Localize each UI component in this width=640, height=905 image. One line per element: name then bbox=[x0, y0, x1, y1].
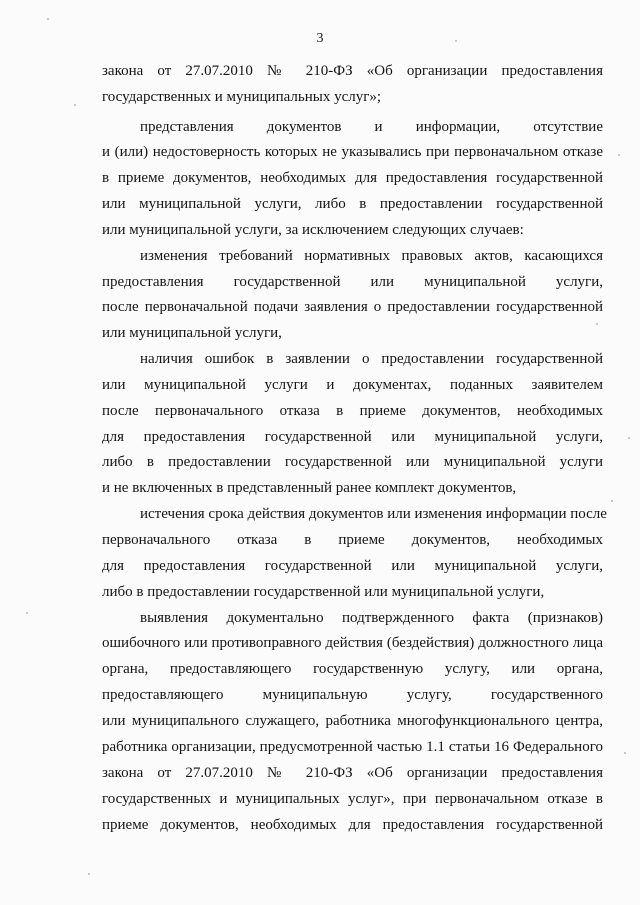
text-line: предоставления государственной или муниципальной услуги, bbox=[102, 274, 603, 290]
text-line: изменения требований нормативных правовых актов, касающихся bbox=[140, 248, 603, 264]
text-line: или муниципальной услуги и документах, поданных заявителем bbox=[102, 377, 603, 393]
text-line: первоначального отказа в приеме документов, необходимых bbox=[102, 532, 603, 548]
text-line: в приеме документов, необходимых для предоставления государственной bbox=[102, 170, 603, 186]
text-line: истечения срока действия документов или изменения информации после bbox=[140, 506, 607, 522]
text-line: для предоставления государственной или муниципальной услуги, bbox=[102, 429, 603, 445]
text-line: наличия ошибок в заявлении о предоставлении государственной bbox=[140, 351, 603, 367]
scan-speck bbox=[624, 752, 626, 754]
text-line: либо в предоставлении государственной или муниципальной услуги, bbox=[102, 584, 545, 600]
scan-speck bbox=[47, 18, 49, 20]
text-line: или муниципальной услуги, bbox=[102, 325, 282, 341]
scan-speck bbox=[611, 500, 613, 502]
text-line: приеме документов, необходимых для предоставления государственной bbox=[102, 817, 603, 833]
text-line: ошибочного или противоправного действия (бездействия) должностного лица bbox=[102, 635, 603, 651]
scan-speck bbox=[74, 104, 76, 106]
page-number: 3 bbox=[316, 31, 324, 46]
text-line: государственных и муниципальных услуг»; bbox=[102, 89, 382, 105]
text-line: и (или) недостоверность которых не указывались при первоначальном отказе bbox=[102, 144, 603, 160]
text-line: после первоначального отказа в приеме документов, необходимых bbox=[102, 403, 603, 419]
text-line: работника организации, предусмотренной частью 1.1 статьи 16 Федерального bbox=[102, 739, 603, 755]
text-line: для предоставления государственной или муниципальной услуги, bbox=[102, 558, 603, 574]
text-line: выявления документально подтвержденного факта (признаков) bbox=[140, 610, 603, 626]
text-line: органа, предоставляющего государственную услугу, или органа, bbox=[102, 661, 603, 677]
scan-speck bbox=[455, 40, 457, 42]
text-line: закона от 27.07.2010 № 210-ФЗ «Об организации предоставления bbox=[102, 765, 603, 781]
text-line: после первоначальной подачи заявления о предоставлении государственной bbox=[102, 299, 603, 315]
scan-speck bbox=[88, 873, 90, 875]
scan-speck bbox=[26, 612, 28, 614]
text-line: государственных и муниципальных услуг», при первоначальном отказе в bbox=[102, 791, 603, 807]
scan-speck bbox=[628, 437, 630, 439]
text-line: закона от 27.07.2010 № 210-ФЗ «Об организации предоставления bbox=[102, 63, 603, 79]
text-line: представления документов и информации, отсутствие bbox=[140, 119, 603, 135]
text-line: либо в предоставлении государственной или муниципальной услуги bbox=[102, 454, 603, 470]
scan-speck bbox=[618, 154, 620, 156]
text-line: и не включенных в представленный ранее комплект документов, bbox=[102, 480, 517, 496]
text-line: предоставляющего муниципальную услугу, государственного bbox=[102, 687, 603, 703]
text-line: или муниципальной услуги, либо в предоставлении государственной bbox=[102, 196, 603, 212]
text-line: или муниципальной услуги, за исключением следующих случаев: bbox=[102, 222, 524, 238]
text-line: или муниципального служащего, работника многофункционального центра, bbox=[102, 713, 603, 729]
scan-speck bbox=[596, 323, 598, 325]
